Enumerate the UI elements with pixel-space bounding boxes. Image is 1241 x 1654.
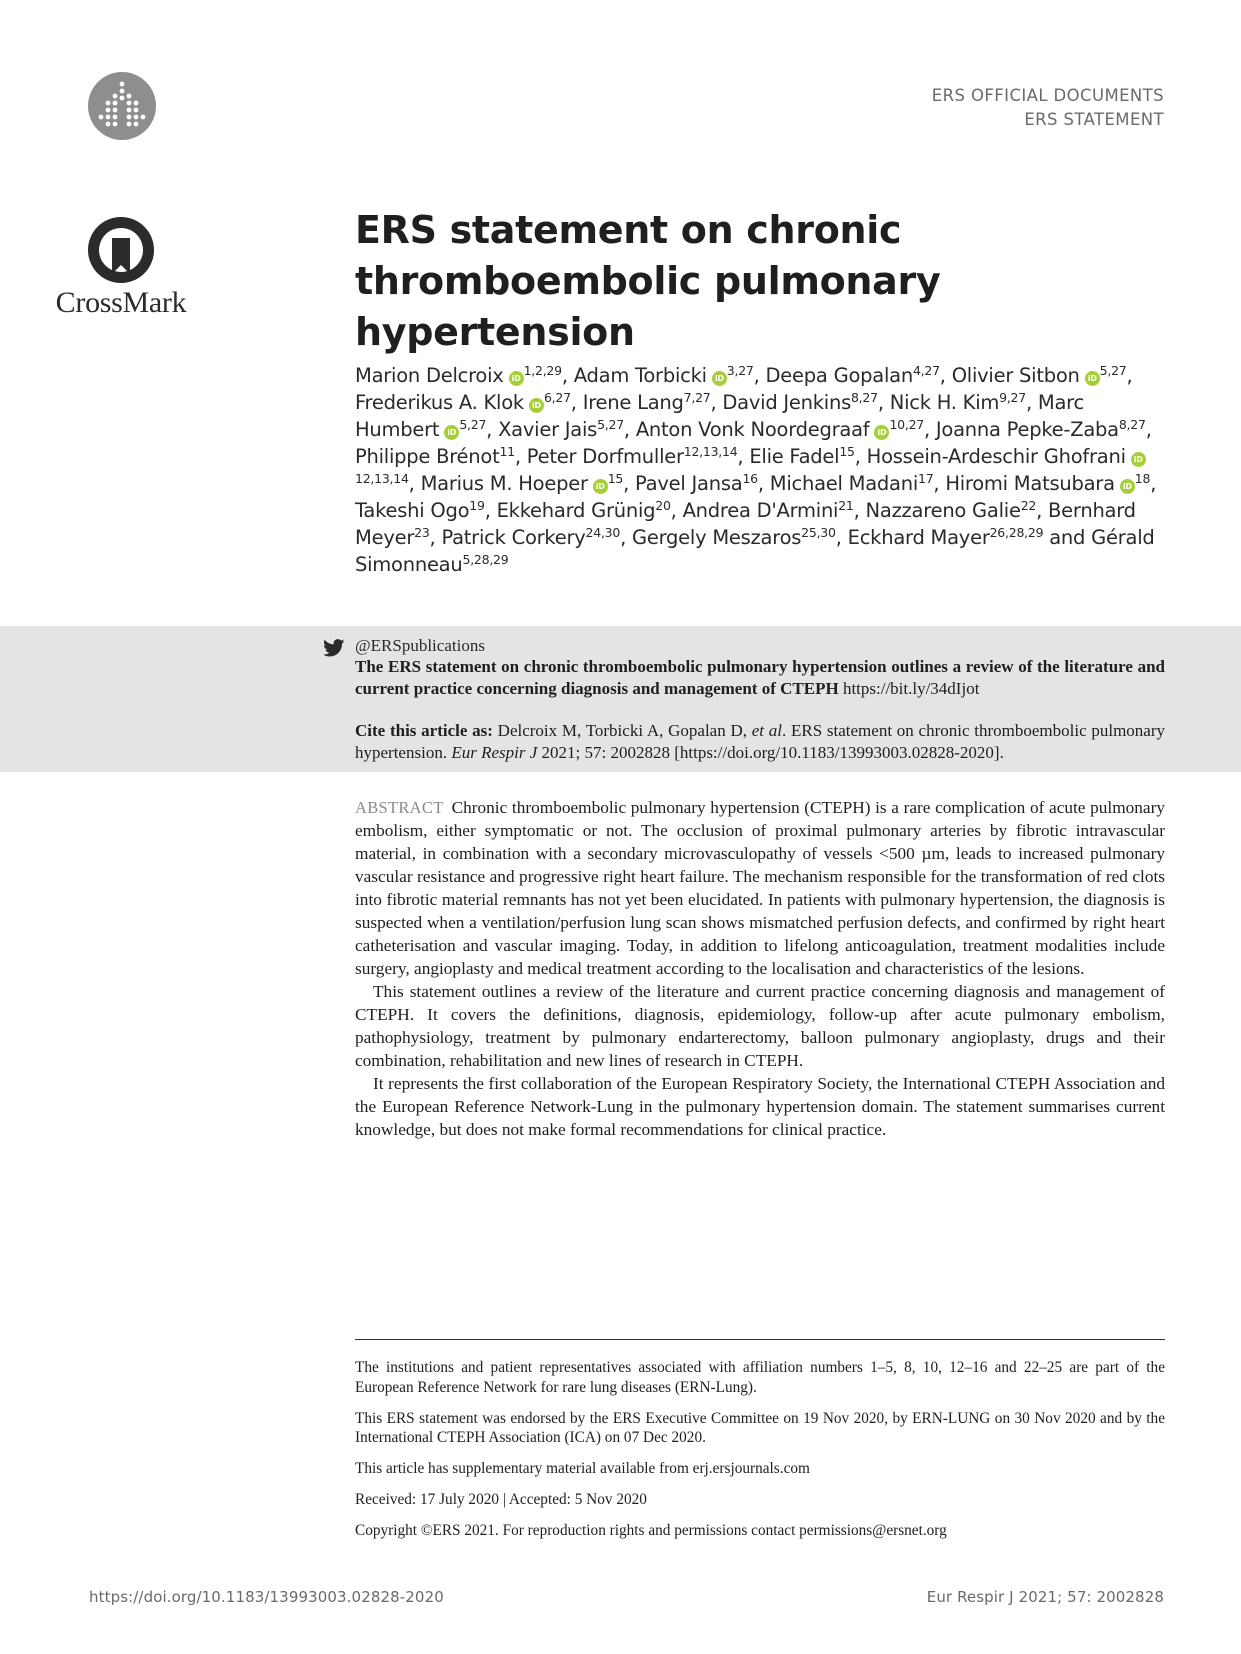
author-affiliation-numbers: 5,28,29 xyxy=(462,552,509,567)
footnote-ern-lung: The institutions and patient representatives associated with affiliation numbers 1–5, 8, 10, 12–16 and 22–25 are part of the European Reference Network for rare lung diseases (ERN-Lung). xyxy=(355,1359,1165,1396)
orcid-icon[interactable]: iD xyxy=(444,425,459,440)
author-name: Frederikus A. Klok xyxy=(355,391,524,414)
author-list: Marion Delcroix iD$^{1,2,29}$, Adam Torbicki iD$^{3,27}$, Deepa Gopalan$^{4,27}$, Olivier Sitbon iD$^{5,27}$, Frederikus A. Klok iD$^{6,27}$, Irene Lang$^{7,27}$, David Jenkins$^{8,27}$, Nick H. Kim$^{9,27}$, Marc Humbert iD$^{5,27}$, Xavier Jais$^{5,27}$, Anton Vonk Noordegraaf iD$^{10,27}$, Joanna Pepke-Zaba$^{8,27}$, Philippe Brénot$^{11}$, Peter Dorfmuller$^{12,13,14}$, Elie Fadel$^{15}$, Hossein-Ardeschir Ghofrani iD$^{12,13,14}$, Marius M. Hoeper $iD^{15}$, Pavel Jansa$^{16}$, Michael Madani$^{17}$, Hiromi Matsubara $iD^{18}$, Takeshi Ogo$^{19}$, Ekkehard Grünig$^{20}$, Andrea D'Armini$^{21}$, Nazzareno Galie$^{22}$, Bernhard Meyer$^{23}$, Patrick Corkery$^{24,30}$, Gergely Meszaros$^{25,30}$, Eckhard Mayer$^{26,28,29}$ and Gérald Simonneau$^{5,28,29}$ xyxy=(355,363,1157,576)
author-affiliation-numbers: 12,13,14 xyxy=(355,471,409,486)
author-affiliation-numbers: 19 xyxy=(469,498,485,513)
author-name: Philippe Brénot xyxy=(355,445,500,468)
author-name: Marion Delcroix xyxy=(355,364,504,387)
citation-block xyxy=(355,720,1165,763)
orcid-icon[interactable]: iD xyxy=(1085,371,1100,386)
cite-journal: Eur Respir J xyxy=(451,742,538,762)
author-affiliation-numbers: 16 xyxy=(742,471,758,486)
cite-title: . ERS statement on chronic thromboembolic pulmonary hypertension. xyxy=(355,721,1166,762)
author-entry xyxy=(355,364,562,387)
author-name: Hiromi Matsubara xyxy=(945,472,1115,495)
author-affiliation-numbers: 1,2,29 xyxy=(523,363,562,378)
orcid-icon[interactable]: iD xyxy=(1120,479,1135,494)
orcid-icon[interactable]: iD xyxy=(874,425,889,440)
author-entry xyxy=(498,418,624,441)
footnote-divider xyxy=(355,1339,1165,1340)
author-affiliation-numbers: 21 xyxy=(838,498,854,513)
footer-journal-reference: Eur Respir J 2021; 57: 2002828 xyxy=(926,1588,1164,1606)
author-name: Peter Dorfmuller xyxy=(526,445,684,468)
orcid-icon[interactable]: iD xyxy=(509,371,524,386)
author-name: Gérald Simonneau xyxy=(355,526,1155,576)
author-entry xyxy=(683,499,854,522)
author-affiliation-numbers: 6,27 xyxy=(543,390,571,405)
author-name: Anton Vonk Noordegraaf xyxy=(635,418,870,441)
abstract-paragraph-3: It represents the first collaboration of the European Respiratory Society, the International CTEPH Association and the European Reference Network-Lung in the pulmonary hypertension domain. The statement summarises current knowledge, but does not make formal recommendations for clinical practice. xyxy=(355,1074,1165,1139)
title-line-2: thromboembolic pulmonary hypertension xyxy=(355,259,941,354)
author-affiliation-numbers: 25,30 xyxy=(801,525,836,540)
author-name: Hossein-Ardeschir Ghofrani xyxy=(866,445,1126,468)
author-entry xyxy=(441,526,620,549)
footnote-supplementary: This article has supplementary material available from erj.ersjournals.com xyxy=(355,1460,810,1477)
author-name: Michael Madani xyxy=(769,472,919,495)
author-name: Andrea D'Armini xyxy=(682,499,839,522)
author-name: Elie Fadel xyxy=(749,445,840,468)
author-affiliation-numbers: 7,27 xyxy=(683,390,711,405)
author-name: Pavel Jansa xyxy=(635,472,743,495)
author-affiliation-numbers: 5,27 xyxy=(459,417,487,432)
cite-etal: et al xyxy=(751,721,782,740)
orcid-icon[interactable]: iD xyxy=(712,371,727,386)
author-affiliation-numbers: 9,27 xyxy=(999,390,1026,405)
author-affiliation-numbers: 24,30 xyxy=(585,525,621,540)
author-affiliation-numbers: 26,28,29 xyxy=(989,525,1044,540)
author-name: Xavier Jais xyxy=(498,418,598,441)
footnote-endorsement: This ERS statement was endorsed by the ERS Executive Committee on 19 Nov 2020, by ERN-LUNG on 30 Nov 2020 and by the International CTEPH Association (ICA) on 07 Dec 2020. xyxy=(355,1409,1165,1446)
author-name: Deepa Gopalan xyxy=(765,364,913,387)
twitter-handle-link[interactable]: @ERSpublications xyxy=(355,636,485,655)
author-affiliation-numbers: 18 xyxy=(1134,471,1151,486)
author-entry xyxy=(866,499,1037,522)
author-affiliation-numbers: 8,27 xyxy=(1118,417,1146,432)
author-affiliation-numbers: 15 xyxy=(839,444,855,459)
author-affiliation-numbers: 15 xyxy=(607,471,624,486)
author-entry xyxy=(635,472,758,495)
author-entry xyxy=(890,391,1026,414)
author-entry xyxy=(848,526,1044,549)
author-affiliation-numbers: 4,27 xyxy=(912,363,940,378)
author-name: Marius M. Hoeper xyxy=(420,472,588,495)
author-affiliation-numbers: 5,27 xyxy=(597,417,624,432)
cite-doi[interactable]: 2021; 57: 2002828 [https://doi.org/10.1183/13993003.02828-2020]. xyxy=(541,742,1004,762)
author-entry xyxy=(355,445,515,468)
abstract-p1-text: Chronic thromboembolic pulmonary hypertension (CTEPH) is a rare complication of acute pulmonary embolism, either symptomatic or not. The occlusion of proximal pulmonary arteries by fibrotic intravascular material, in combination with a secondary microvasculopathy of vessels <500 µm, leads to increased pulmonary vascular resistance and progressive right heart failure. The mechanism responsible for the transformation of red clots into fibrotic material remnants has not yet been elucidated. In patients with pulmonary hypertension, the diagnosis is suspected when a ventilation/perfusion lung scan shows mismatched perfusion defects, and confirmed by right heart catheterisation and vascular imaging. Today, in addition to lifelong anticoagulation, treatment modalities include surgery, angioplasty and medical treatment according to the localisation and characteristics of the lesions. xyxy=(355,798,1165,978)
footer-doi-link[interactable]: https://doi.org/10.1183/13993003.02828-2020 xyxy=(89,1588,444,1606)
author-entry xyxy=(355,391,571,414)
cite-label: Cite this article as: xyxy=(355,721,493,740)
author-name: Eckhard Mayer xyxy=(847,526,990,549)
author-entry xyxy=(421,472,624,495)
orcid-icon[interactable]: iD xyxy=(1131,452,1146,467)
author-entry xyxy=(583,391,711,414)
author-entry xyxy=(632,526,836,549)
author-affiliation-numbers: 12,13,14 xyxy=(683,444,738,459)
crossmark-badge[interactable] xyxy=(46,214,196,320)
author-name: David Jenkins xyxy=(722,391,851,414)
header-line-ers-statement: ERS STATEMENT xyxy=(1024,110,1164,129)
author-entry xyxy=(766,364,940,387)
author-name: Nick H. Kim xyxy=(889,391,1000,414)
article-title xyxy=(355,205,1175,358)
author-entry xyxy=(355,499,485,522)
orcid-icon[interactable]: iD xyxy=(593,479,608,494)
author-entry xyxy=(574,364,754,387)
author-affiliation-numbers: 23 xyxy=(414,525,430,540)
author-affiliation-numbers: 10,27 xyxy=(889,417,924,432)
author-affiliation-numbers: 20 xyxy=(655,498,671,513)
cite-authors: Delcroix M, Torbicki A, Gopalan D, xyxy=(497,721,747,740)
abstract-paragraph-2: This statement outlines a review of the literature and current practice concerning diagnosis and management of CTEPH. It covers the definitions, diagnosis, epidemiology, follow-up after acute pulmonary embolism, pathophysiology, treatment by pulmonary endarterectomy, balloon pulmonary angioplasty, drugs and their combination, rehabilitation and new lines of research in CTEPH. xyxy=(355,982,1165,1070)
author-name: Bernhard Meyer xyxy=(355,499,1136,549)
author-name: Ekkehard Grünig xyxy=(496,499,656,522)
author-affiliation-numbers: 17 xyxy=(918,471,934,486)
crossmark-label: CrossMark xyxy=(55,286,187,319)
author-entry xyxy=(527,445,738,468)
abstract-label: ABSTRACT xyxy=(355,798,444,817)
tweet-summary xyxy=(355,656,1165,699)
author-name: Gergely Meszaros xyxy=(632,526,802,549)
abstract-paragraph-1 xyxy=(355,796,1165,980)
author-affiliation-numbers: 3,27 xyxy=(726,363,754,378)
authors-and: and xyxy=(1049,526,1086,549)
author-entry xyxy=(945,472,1150,495)
title-line-1: ERS statement on chronic xyxy=(355,208,902,252)
author-entry xyxy=(749,445,854,468)
document-type-header xyxy=(932,84,1164,132)
author-affiliation-numbers: 5,27 xyxy=(1099,363,1127,378)
author-entry xyxy=(497,499,671,522)
author-affiliation-numbers: 8,27 xyxy=(850,390,878,405)
author-entry xyxy=(952,364,1127,387)
tweet-summary-text: The ERS statement on chronic thromboembolic pulmonary hypertension outlines a review of the literature and current practice concerning diagnosis and management of CTEPH xyxy=(355,657,1165,698)
ers-lungs-logo-icon xyxy=(88,72,156,140)
twitter-bird-icon xyxy=(323,639,345,657)
footnote-copyright: Copyright ©ERS 2021. For reproduction rights and permissions contact permissions@ersnet.org xyxy=(355,1522,947,1539)
author-name: Olivier Sitbon xyxy=(951,364,1080,387)
footnote-received-accepted: Received: 17 July 2020 | Accepted: 5 Nov 2020 xyxy=(355,1491,647,1508)
orcid-icon[interactable]: iD xyxy=(529,398,544,413)
author-name: Marc Humbert xyxy=(355,391,1084,441)
author-entry xyxy=(770,472,934,495)
footnotes xyxy=(355,1358,1165,1552)
author-entry xyxy=(936,418,1146,441)
author-name: Patrick Corkery xyxy=(441,526,586,549)
crossmark-icon xyxy=(85,214,157,286)
author-affiliation-numbers: 11 xyxy=(499,444,515,459)
author-name: Irene Lang xyxy=(582,391,684,414)
header-line-official-documents: ERS OFFICIAL DOCUMENTS xyxy=(931,86,1164,105)
author-entry xyxy=(636,418,924,441)
author-name: Joanna Pepke-Zaba xyxy=(935,418,1119,441)
author-entry xyxy=(722,391,877,414)
author-name: Adam Torbicki xyxy=(573,364,707,387)
tweet-short-link[interactable]: https://bit.ly/34dIjot xyxy=(842,678,980,698)
abstract-section xyxy=(355,796,1165,1141)
author-name: Nazzareno Galie xyxy=(865,499,1021,522)
author-name: Takeshi Ogo xyxy=(355,499,470,522)
author-affiliation-numbers: 22 xyxy=(1020,498,1037,513)
